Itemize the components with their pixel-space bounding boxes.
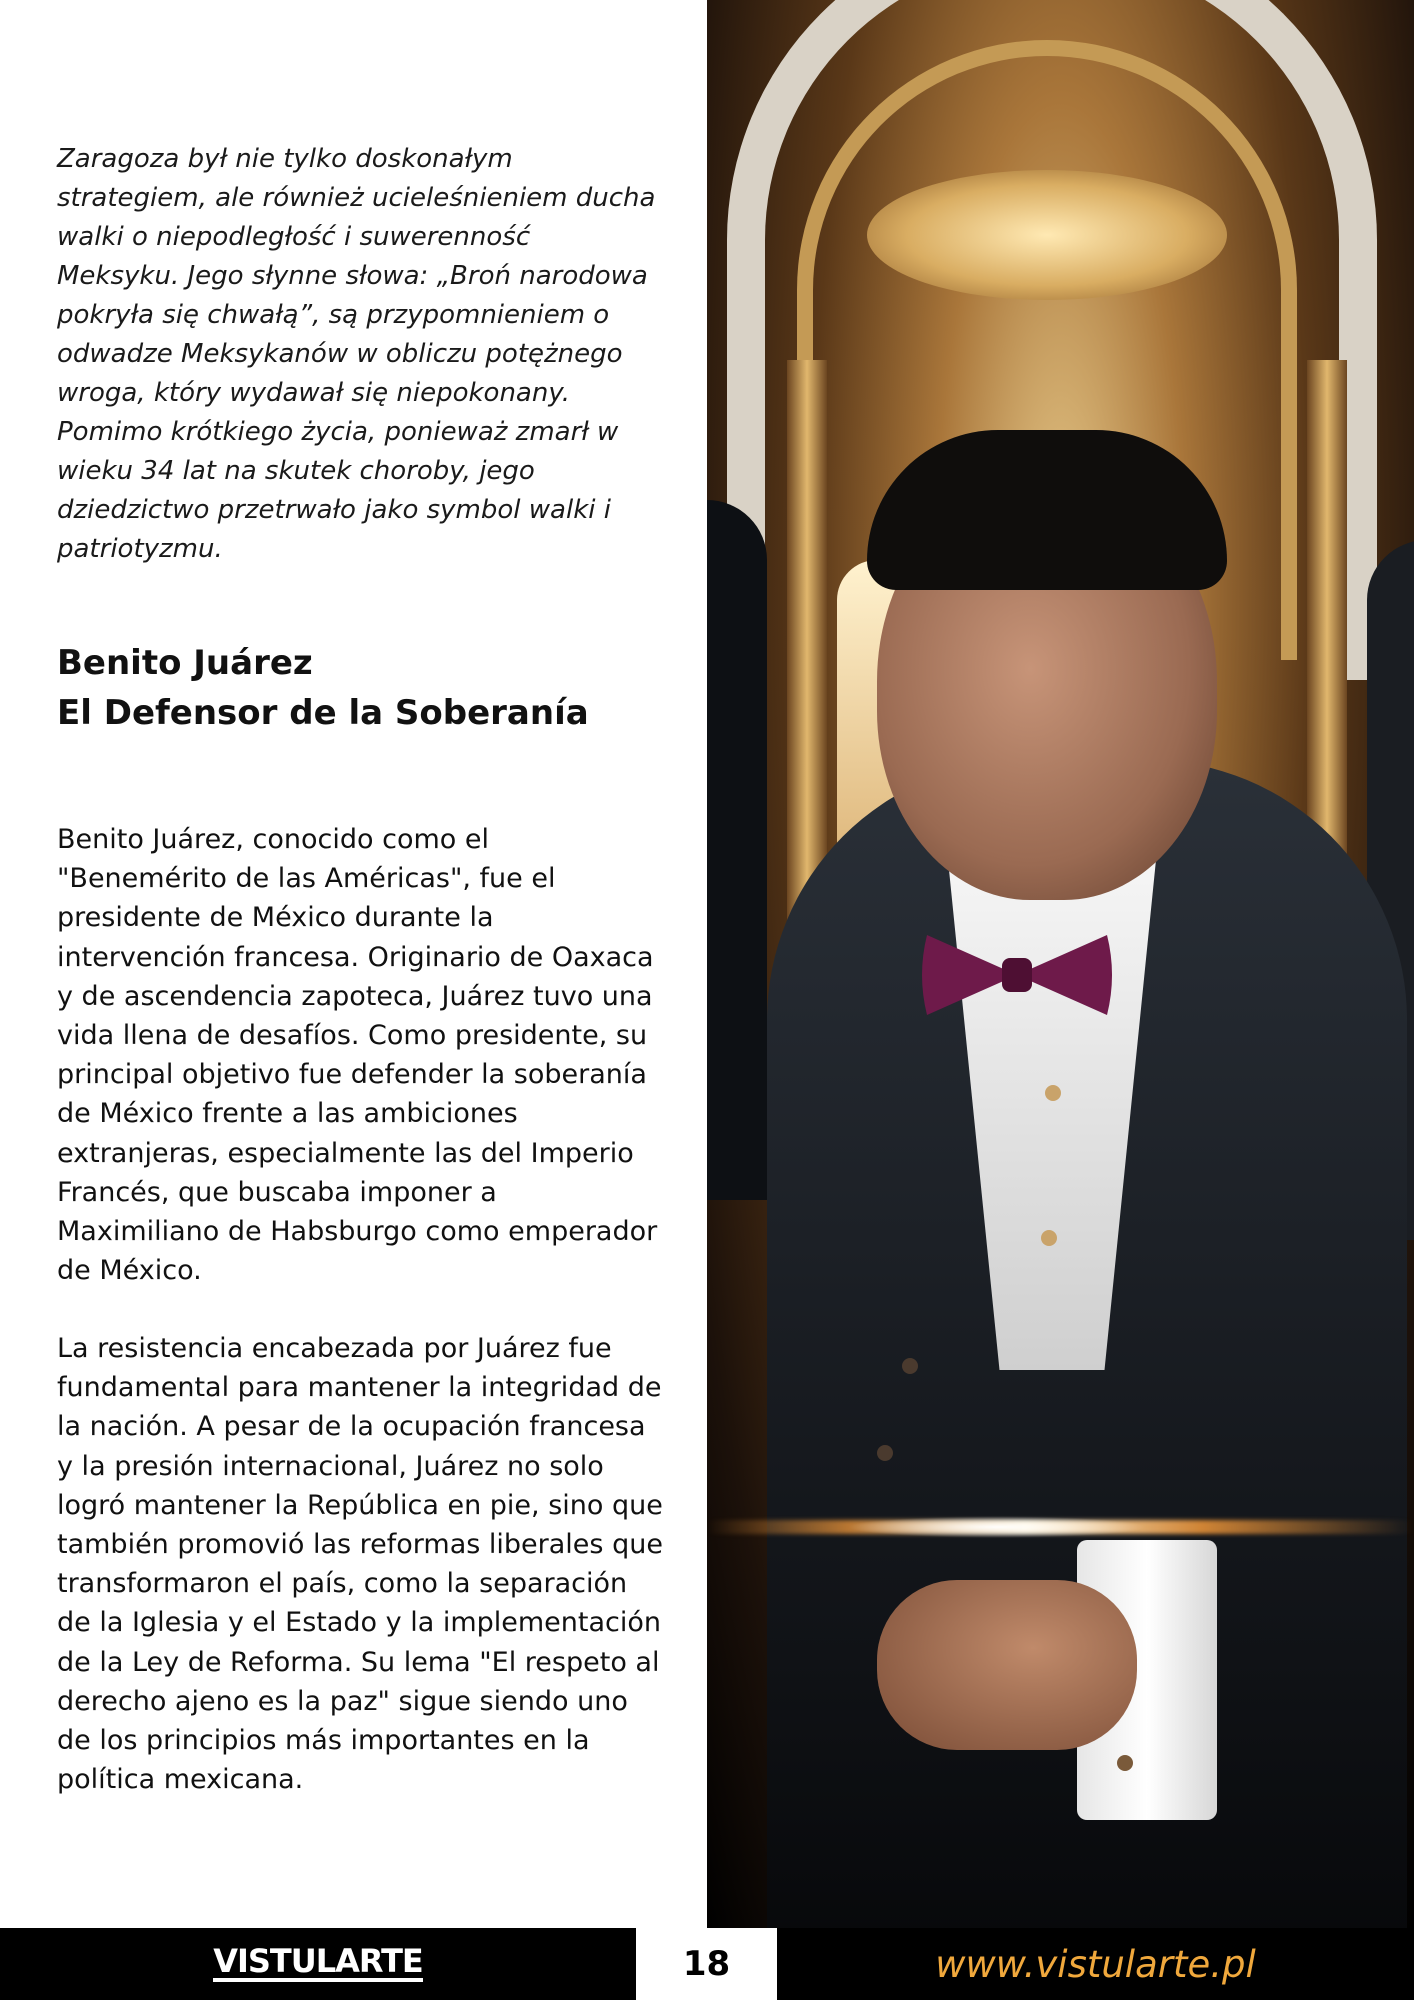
ceiling-dome	[867, 170, 1227, 300]
website-link[interactable]: www.vistularte.pl	[935, 1942, 1256, 1986]
logo-text: VISTULARTE	[213, 1942, 423, 1980]
cufflink	[1117, 1755, 1133, 1771]
vest-button	[877, 1445, 893, 1461]
body-paragraph-1: Benito Juárez, conocido como el "Benemérito de las Américas", fue el presidente de México durante la intervención francesa. Originario de Oaxaca y de ascendencia zapoteca, Juárez tuvo una vida llena de desafíos. Como presidente, su principal objetivo fue defender la soberanía de México frente a las ambiciones extranjeras, especialmente las del Imperio Francés, que buscaba imponer a Maximiliano de Habsburgo como emperador de México.	[57, 824, 658, 1287]
light-flare-core	[847, 1516, 1147, 1538]
section-heading-name: Benito Juárez	[57, 643, 313, 683]
page-number: 18	[636, 1928, 777, 2000]
background-figure-left	[707, 500, 767, 1200]
hair	[867, 430, 1227, 590]
bow-tie-icon	[917, 930, 1117, 1020]
body-paragraph-2: La resistencia encabezada por Juárez fue fundamental para mantener la integridad de la nación. A pesar de la ocupación francesa y la presión internacional, Juárez no solo logró mantener la República en pie, sino que también promovió las reformas liberales que transformaron el país, como la separación de la Iglesia y el Estado y la implementación de la Ley de Reforma. Su lema "El respeto al derecho ajeno es la paz" sigue siendo uno de los principios más importantes en la política mexicana.	[57, 1333, 663, 1796]
section-heading	[57, 638, 677, 738]
portrait-image	[707, 0, 1414, 1928]
shirt-stud	[1045, 1085, 1061, 1101]
section-heading-subtitle: El Defensor de la Soberanía	[57, 693, 589, 733]
footer-logo[interactable]	[0, 1928, 636, 2000]
hands	[877, 1580, 1137, 1750]
vest-button	[902, 1358, 918, 1374]
italic-quote-paragraph: Zaragoza był nie tylko doskonałym strategiem, ale również ucieleśnieniem ducha walki o niepodległość i suwerenność Meksyku. Jego słynne słowa: „Broń narodowa pokryła się chwałą”, są przypomnieniem o odwadze Meksykanów w obliczu potężnego wroga, który wydawał się niepokonany. Pomimo krótkiego życia, ponieważ zmarł w wieku 34 lat na skutek choroby, jego dziedzictwo przetrwało jako symbol walki i patriotyzmu.	[57, 144, 656, 564]
shirt-stud	[1041, 1230, 1057, 1246]
